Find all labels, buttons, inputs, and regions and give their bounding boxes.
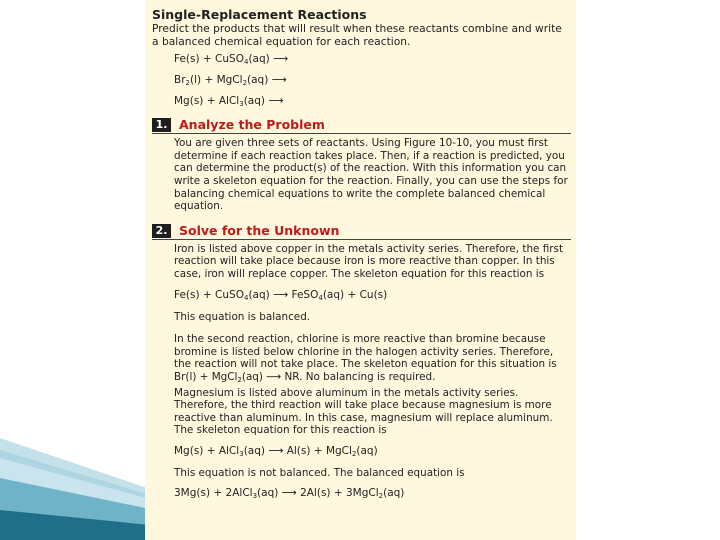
step-2-heading: Solve for the Unknown (179, 222, 340, 238)
balanced-equation: 3Mg(s) + 2AlCl$_3$(aq) ⟶ 2Al(s) + 3MgCl$_2$(aq) (174, 487, 405, 501)
step-1-text: You are given three sets of reactants. Using Figure 10-10, you must first determine if each reaction takes place. Then, if a reaction is predicted, you can determine the product(s) of the reaction. With this information you can write a skeleton equation for the reaction. Finally, you can use the steps for balancing chemical equations to write the complete balanced chemical equation. (174, 137, 568, 213)
step-2-paragraph-3: Magnesium is listed above aluminum in the metals activity series. Therefore, the third reaction will take place because magnesium is more reactive than aluminum. In this case, magnesium will replace aluminum. The skeleton equation for this reaction is (174, 386, 553, 437)
step-1-heading: Analyze the Problem (179, 117, 325, 133)
step-analyze (152, 118, 571, 213)
step-solve (152, 224, 571, 500)
section-intro: Predict the products that will result when these reactants combine and write a balanced chemical equation for each reaction. (152, 22, 562, 48)
step-2-header (152, 224, 571, 240)
textbook-panel (145, 0, 576, 540)
step-2-paragraph-1: Iron is listed above copper in the metals activity series. Therefore, the first reaction will take place because iron is more reactive than copper. In this case, iron will replace copper. The skeleton equation for this reaction is (174, 242, 564, 280)
balanced-note: This equation is balanced. (174, 310, 311, 323)
reaction-2: $Br_2(l)$ + MgCl$_2$(aq) ⟶ (174, 74, 287, 88)
skeleton-equation-2: Mg(s) + AlCl$_3$(aq) ⟶ Al(s) + MgCl$_2$(aq) (174, 444, 378, 458)
reaction-3: Mg(s) + AlCl$_3$(aq) ⟶ (174, 95, 284, 109)
reaction-1: Fe(s) + CuSO$_4$(aq) ⟶ (174, 53, 289, 67)
step-1-number: 1. (152, 118, 171, 132)
reaction-list (152, 53, 571, 107)
not-balanced-note: This equation is not balanced. The balanced equation is (174, 466, 465, 479)
section-title: Single-Replacement Reactions (152, 7, 367, 22)
step-2-paragraph-2: In the second reaction, chlorine is more reactive than bromine because bromine is listed below chlorine in the halogen activity series. Therefore, the reaction will not take place. The skeleton equation for this situation is Br(l) + MgCl$_2$(aq) ⟶ NR. No balancing is required. (174, 333, 557, 384)
step-2-number: 2. (152, 224, 171, 238)
skeleton-equation-1: Fe(s) + CuSO$_4$(aq) ⟶ FeSO$_4$(aq) + Cu(s) (174, 288, 388, 302)
step-1-header (152, 118, 571, 134)
